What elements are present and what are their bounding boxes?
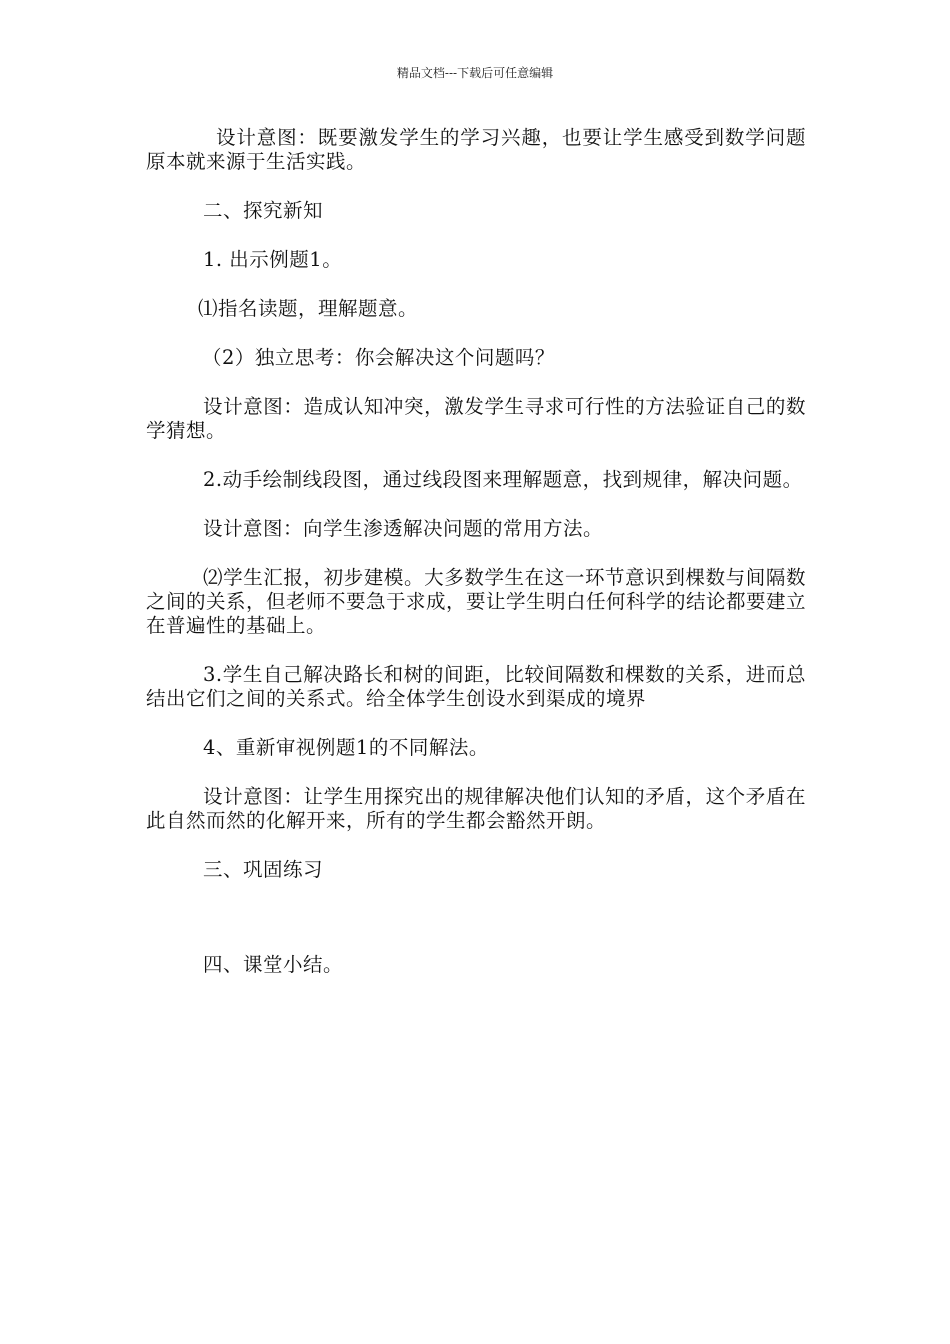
- step-show-example: 1. 出示例题1。: [203, 248, 343, 271]
- substep-student-report: ⑵学生汇报，初步建模。大多数学生在这一环节意识到棵数与间隔数之间的关系，但老师不要急于求成，要让学生明白任何科学的结论都要建立在普遍性的基础上。: [146, 566, 807, 637]
- page-header: 精品文档---下载后可任意编辑: [396, 66, 554, 80]
- design-intent-paragraph: 设计意图：既要激发学生的学习兴趣，也要让学生感受到数学问题原本就来源于生活实践。: [146, 126, 806, 173]
- section-heading-summary: 四、课堂小结。: [203, 953, 344, 976]
- design-intent-paragraph: 设计意图：让学生用探究出的规律解决他们认知的矛盾，这个矛盾在此自然而然的化解开来，所有的学生都会豁然开朗。: [146, 785, 806, 832]
- step-solve-road-length: 3.学生自己解决路长和树的间距，比较间隔数和棵数的关系，进而总结出它们之间的关系式。给全体学生创设水到渠成的境界: [146, 663, 806, 710]
- section-heading-explore: 二、探究新知: [203, 199, 324, 222]
- step-review-example: 4、重新审视例题1的不同解法。: [203, 736, 489, 759]
- blank-space: [146, 907, 806, 953]
- step-draw-line-diagram: 2.动手绘制线段图，通过线段图来理解题意，找到规律，解决问题。: [203, 468, 803, 491]
- section-heading-practice: 三、巩固练习: [203, 858, 324, 881]
- design-intent-paragraph: 设计意图：向学生渗透解决问题的常用方法。: [203, 517, 604, 540]
- substep-read-question: ⑴指名读题，理解题意。: [198, 297, 419, 320]
- design-intent-paragraph: 设计意图：造成认知冲突，激发学生寻求可行性的方法验证自己的数学猜想。: [146, 395, 806, 442]
- substep-think-independently: （2）独立思考：你会解决这个问题吗？: [202, 346, 555, 369]
- document-body: [146, 126, 806, 1002]
